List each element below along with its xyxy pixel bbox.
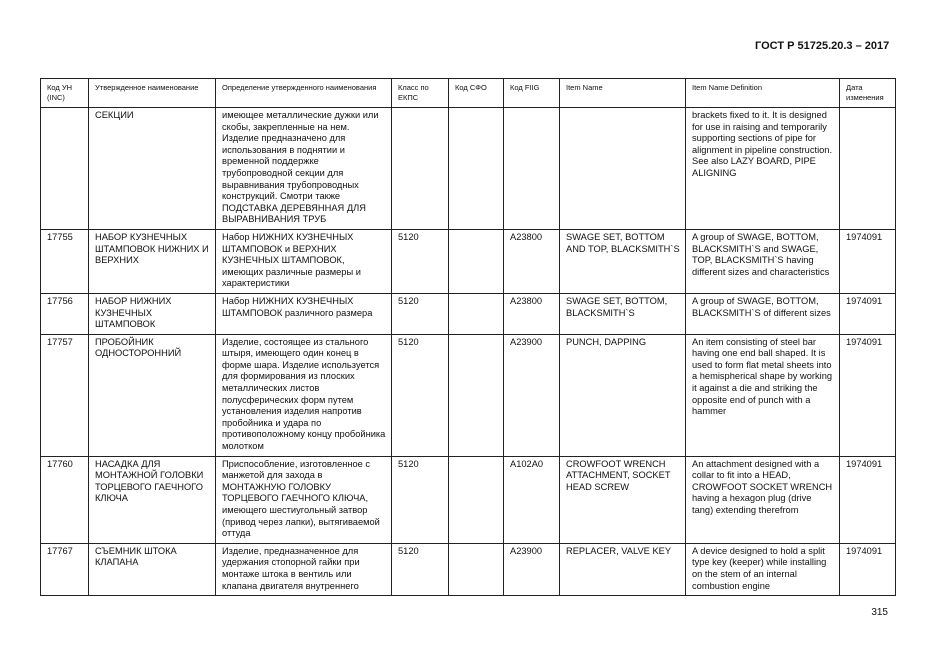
cell-name-ru: СЕКЦИИ — [89, 108, 216, 230]
cell-item-name: SWAGE SET, BOTTOM AND TOP, BLACKSMITH`S — [560, 229, 686, 293]
cell-sfo — [449, 108, 504, 230]
col-header-item-definition: Item Name Definition — [686, 79, 840, 108]
cell-item-definition: A group of SWAGE, BOTTOM, BLACKSMITH`S of different sizes — [686, 293, 840, 334]
cell-date: 1974091 — [840, 334, 896, 456]
cell-fiig: A102A0 — [504, 456, 560, 543]
cell-item-name: PUNCH, DAPPING — [560, 334, 686, 456]
col-header-item-name: Item Name — [560, 79, 686, 108]
cell-fiig: A23800 — [504, 293, 560, 334]
cell-definition-ru: Набор НИЖНИХ КУЗНЕЧНЫХ ШТАМПОВОК различного размера — [216, 293, 392, 334]
cell-sfo — [449, 229, 504, 293]
cell-sfo — [449, 543, 504, 595]
cell-item-definition: A group of SWAGE, BOTTOM, BLACKSMITH`S and SWAGE, TOP, BLACKSMITH`S having different sizes and characteristics — [686, 229, 840, 293]
col-header-date: Дата изменения — [840, 79, 896, 108]
cell-fiig: A23800 — [504, 229, 560, 293]
cell-class: 5120 — [392, 334, 449, 456]
table-row — [41, 543, 896, 595]
cell-name-ru: СЪЕМНИК ШТОКА КЛАПАНА — [89, 543, 216, 595]
cell-fiig: A23900 — [504, 334, 560, 456]
cell-sfo — [449, 293, 504, 334]
cell-fiig — [504, 108, 560, 230]
cell-class: 5120 — [392, 456, 449, 543]
cell-class: 5120 — [392, 543, 449, 595]
cell-item-definition: An item consisting of steel bar having one end ball shaped. It is used to form flat metal sheets into a hemispherical shape by working it against a die and striking the opposite end of punch with a hammer — [686, 334, 840, 456]
cell-class: 5120 — [392, 293, 449, 334]
cell-name-ru: ПРОБОЙНИК ОДНОСТОРОННИЙ — [89, 334, 216, 456]
table-row — [41, 229, 896, 293]
table-row — [41, 108, 896, 230]
cell-definition-ru: Приспособление, изготовленное с манжетой для захода в МОНТАЖНУЮ ГОЛОВКУ ТОРЦЕВОГО ГАЕЧНОГО КЛЮЧА, имеющего шестиугольный затвор (привод через лапки), вытягиваемой оттуда — [216, 456, 392, 543]
cell-inc — [41, 108, 89, 230]
cell-class: 5120 — [392, 229, 449, 293]
cell-date — [840, 108, 896, 230]
classification-table — [40, 78, 896, 596]
cell-date: 1974091 — [840, 229, 896, 293]
col-header-inc: Код УН (INC) — [41, 79, 89, 108]
cell-inc: 17760 — [41, 456, 89, 543]
cell-item-name: REPLACER, VALVE KEY — [560, 543, 686, 595]
col-header-definition-ru: Определение утвержденного наименования — [216, 79, 392, 108]
cell-date: 1974091 — [840, 456, 896, 543]
cell-sfo — [449, 334, 504, 456]
standard-header: ГОСТ Р 51725.20.3 – 2017 — [755, 40, 890, 52]
cell-inc: 17756 — [41, 293, 89, 334]
cell-item-name: CROWFOOT WRENCH ATTACHMENT, SOCKET HEAD SCREW — [560, 456, 686, 543]
table-header-row — [41, 79, 896, 108]
cell-inc: 17767 — [41, 543, 89, 595]
cell-fiig: A23900 — [504, 543, 560, 595]
col-header-fiig: Код FIIG — [504, 79, 560, 108]
cell-name-ru: НАБОР НИЖНИХ КУЗНЕЧНЫХ ШТАМПОВОК — [89, 293, 216, 334]
cell-definition-ru: Изделие, предназначенное для удержания стопорной гайки при монтаже штока в вентиль или клапана двигателя внутреннего — [216, 543, 392, 595]
table-row — [41, 334, 896, 456]
cell-class — [392, 108, 449, 230]
cell-sfo — [449, 456, 504, 543]
table-row — [41, 456, 896, 543]
cell-name-ru: НАБОР КУЗНЕЧНЫХ ШТАМПОВОК НИЖНИХ И ВЕРХНИХ — [89, 229, 216, 293]
cell-date: 1974091 — [840, 543, 896, 595]
cell-name-ru: НАСАДКА ДЛЯ МОНТАЖНОЙ ГОЛОВКИ ТОРЦЕВОГО ГАЕЧНОГО КЛЮЧА — [89, 456, 216, 543]
page-number: 315 — [871, 607, 888, 618]
cell-item-definition: brackets fixed to it. It is designed for use in raising and temporarily supporting sections of pipe for alignment in pipeline construction. See also LAZY BOARD, PIPE ALIGNING — [686, 108, 840, 230]
cell-definition-ru: Изделие, состоящее из стального штыря, имеющего один конец в форме шара. Изделие используется для формирования из плоских металлических листов полусферических форм путем установления изделия напротив пробойника и удара по противоположному концу пробойника молотком — [216, 334, 392, 456]
cell-inc: 17757 — [41, 334, 89, 456]
col-header-name-ru: Утвержденное наименование — [89, 79, 216, 108]
table-row — [41, 293, 896, 334]
col-header-class: Класс по ЕКПС — [392, 79, 449, 108]
cell-definition-ru: имеющее металлические дужки или скобы, закрепленные на нем. Изделие предназначено для использования в поднятии и временной поддержке трубопроводной секции для выравнивания трубопроводных конструкций. Смотри также ПОДСТАВКА ДЕРЕВЯННАЯ ДЛЯ ВЫРАВНИВАНИЯ ТРУБ — [216, 108, 392, 230]
cell-definition-ru: Набор НИЖНИХ КУЗНЕЧНЫХ ШТАМПОВОК и ВЕРХНИХ КУЗНЕЧНЫХ ШТАМПОВОК, имеющих различные размеры и характеристики — [216, 229, 392, 293]
col-header-sfo: Код СФО — [449, 79, 504, 108]
cell-item-name — [560, 108, 686, 230]
cell-item-name: SWAGE SET, BOTTOM, BLACKSMITH`S — [560, 293, 686, 334]
cell-item-definition: A device designed to hold a split type key (keeper) while installing on the stem of an internal combustion engine — [686, 543, 840, 595]
cell-item-definition: An attachment designed with a collar to fit into a HEAD, CROWFOOT SOCKET WRENCH having a hexagon plug (drive tang) extending therefrom — [686, 456, 840, 543]
cell-date: 1974091 — [840, 293, 896, 334]
cell-inc: 17755 — [41, 229, 89, 293]
